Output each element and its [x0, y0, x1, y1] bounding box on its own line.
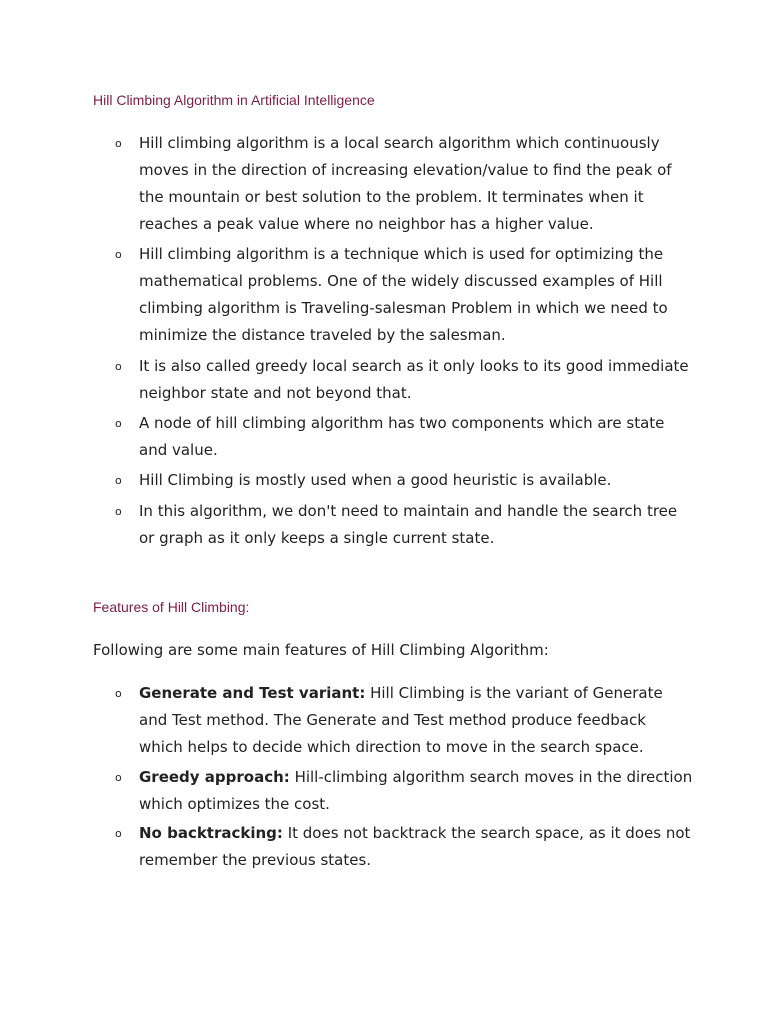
- bullet-icon: o: [115, 687, 122, 700]
- section-heading-hill-climbing: Hill Climbing Algorithm in Artificial Intelligence: [93, 92, 375, 108]
- list-item-text: Hill climbing algorithm is a technique which is used for optimizing the mathematical problems. One of the widely discussed examples of Hill climbing algorithm is Traveling-salesman Problem in which we need to minimize the distance traveled by the salesman.: [139, 245, 668, 344]
- list-item-text: A node of hill climbing algorithm has two components which are state and value.: [139, 414, 665, 459]
- list-item: [93, 467, 693, 494]
- hill-climbing-definition-list: [93, 130, 693, 552]
- bullet-icon: o: [115, 771, 122, 784]
- feature-term: Greedy approach:: [139, 768, 290, 786]
- bullet-icon: o: [115, 137, 122, 150]
- list-item: [93, 498, 693, 552]
- list-item: [93, 820, 693, 874]
- features-list: [93, 680, 693, 874]
- bullet-icon: o: [115, 417, 122, 430]
- bullet-icon: o: [115, 248, 122, 261]
- list-item-text: Hill Climbing is mostly used when a good heuristic is available.: [139, 471, 612, 489]
- bullet-icon: o: [115, 360, 122, 373]
- list-item: [93, 353, 693, 407]
- feature-description: Hill-climbing algorithm search moves in the direction which optimizes the cost.: [139, 768, 693, 813]
- list-item: [93, 130, 693, 238]
- bullet-icon: o: [115, 474, 122, 487]
- list-item: [93, 241, 693, 349]
- features-intro-paragraph: Following are some main features of Hill Climbing Algorithm:: [93, 641, 549, 659]
- list-item: [93, 410, 693, 464]
- bullet-icon: o: [115, 827, 122, 840]
- list-item-text: Hill climbing algorithm is a local search algorithm which continuously moves in the direction of increasing elevation/value to find the peak of the mountain or best solution to the problem. It terminates when it reaches a peak value where no neighbor has a higher value.: [139, 134, 672, 233]
- list-item-text: It is also called greedy local search as it only looks to its good immediate neighbor state and not beyond that.: [139, 357, 689, 402]
- bullet-icon: o: [115, 505, 122, 518]
- feature-term: No backtracking:: [139, 824, 283, 842]
- feature-term: Generate and Test variant:: [139, 684, 366, 702]
- list-item: [93, 680, 693, 761]
- feature-description: It does not backtrack the search space, as it does not remember the previous states.: [139, 824, 691, 869]
- section-heading-features: Features of Hill Climbing:: [93, 599, 250, 615]
- feature-description: Hill Climbing is the variant of Generate and Test method. The Generate and Test method produce feedback which helps to decide which direction to move in the search space.: [139, 684, 663, 756]
- list-item-text: In this algorithm, we don't need to maintain and handle the search tree or graph as it only keeps a single current state.: [139, 502, 678, 547]
- list-item: [93, 764, 693, 818]
